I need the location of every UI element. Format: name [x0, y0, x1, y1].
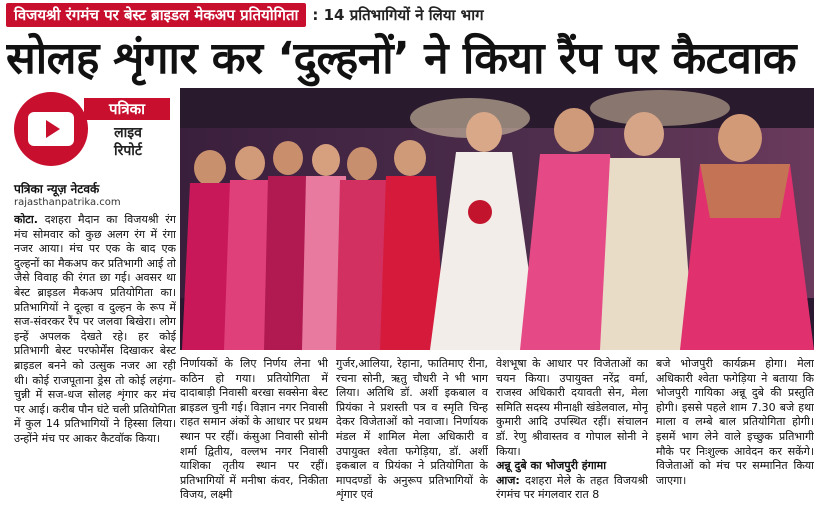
article-column-4: [496, 357, 648, 519]
column-text: गुर्जर,आलिया, रेहाना, फातिमाए रीना, रचना सोनी, ऋतु चौधरी ने भी भाग लिया। अतिथि डॉ. अर्शी इकबाल व प्रियंका ने प्रशस्ती पत्र व स्मृति चिन्ह देकर विजेताओं को नवाजा। निर्णायक मंडल में शामिल मेला अधिकारी व उपायुक्त श्वेता फगेड़िया, डॉ. अर्शी इकबाल व प्रियंका ने प्रतियोगिता के मापदण्डों के अनुरूप प्रतिभागियों के शृंगार एवं: [336, 357, 488, 502]
column-text: दशहरा मैदान का विजयश्री रंग मंच सोमवार को कुछ अलग रंग में रंगा नजर आया। मंच पर एक के बाद एक दुल्हनों का मैकअप कर प्रतिभागी आई तो जैसे विवाह की रंगत छा गई। अवसर था बेस्ट ब्राइडल मैकअप प्रतियोगिता का। प्रतिभागियों ने दूल्हा व दुल्हन के रूप में सज-संवरकर रैंप पर जलवा बिखेरा। लोग इन्हें अपलक देखते रहे। हर कोई प्रतिभागी बेस्ट परफोर्मेंस दिखाकर बेस्ट ब्राइडल बनने को उत्सुक नजर आ रही थी। कोई राजपूताना ड्रेस तो कोई लहंगा-चुन्नी में सज-धज सोलह शृंगार कर मंच पर आई। करीब पौन घंटे चली प्रतियोगिता में कुल 14 प्रतिभागियों ने हिस्सा लिया। उन्होंने मंच पर आकर कैटवॉक किया।: [14, 213, 176, 445]
column-text: बजे भोजपुरी कार्यक्रम होगा। मेला अधिकारी श्वेता फगेड़िया ने बताया कि भोजपुरी गायिका अन्नू दुबे की प्रस्तुति होगी। इससे पहले शाम 7.30 बजे हथा माला व लम्बे बाल प्रतियोगिता होगी। इसमें भाग लेने वाले इच्छुक प्रतिभागी मौके पर निःशुल्क आवेदन कर सकेंगे। विजेताओं को मंच पर सम्मानित किया जाएगा।: [656, 357, 814, 487]
headline: सोलह शृंगार कर ‘दुल्हनों’ ने किया रैंप पर कैटवाक: [6, 33, 797, 84]
column-text: दशहरा मेले के तहत विजयश्री रंगमंच पर मंगलवार रात 8: [496, 473, 648, 502]
subheading: अन्नू दुबे का भोजपुरी हंगामा: [496, 459, 607, 473]
live-report-badge[interactable]: [8, 92, 172, 168]
kicker-tag: विजयश्री रंगमंच पर बेस्ट ब्राइडल मेकअप प्रतियोगिता: [6, 3, 306, 27]
video-play-icon[interactable]: [14, 92, 88, 166]
brand-label: पत्रिका: [84, 98, 170, 120]
kicker-subtitle: : 14 प्रतिभागियों ने लिया भाग: [312, 6, 484, 24]
dateline: कोटा.: [14, 213, 38, 226]
column-text: निर्णायकों के लिए निर्णय लेना भी कठिन हो गया। प्रतियोगिता में दादाबाड़ी निवासी बरखा सक्सेना बेस्ट ब्राइडल चुनी गई। विज्ञान नगर निवासी राहत समान अंकों के आधार पर प्रथम स्थान पर रहीं। कंसुआ निवासी सोनी शर्मा द्वितीय, वल्लभ नगर निवासी याशिका तृतीय स्थान पर रहीं। प्रतिभागियों में मनीषा कंवर, निकीता विजय, लक्ष्मी: [180, 357, 328, 502]
kicker-line: [6, 2, 814, 28]
news-photo: [180, 88, 814, 350]
lead-word: आज:: [496, 473, 520, 487]
article-column-1: [14, 213, 176, 519]
article-column-2: [180, 357, 328, 519]
live-report-label: लाइव रिपोर्ट: [114, 125, 142, 159]
site-url: rajasthanpatrika.com: [14, 197, 121, 208]
article-column-3: [336, 357, 488, 519]
byline: पत्रिका न्यूज़ नेटवर्क: [14, 182, 100, 196]
article-column-5: [656, 357, 814, 519]
column-text: वेशभूषा के आधार पर विजेताओं का चयन किया। उपायुक्त नरेंद्र वर्मा, राजस्व अधिकारी दयावती सेन, मेला समिति सदस्य मीनाक्षी खंडेलवाल, मोनू कुमारी आदि उपस्थित रहीं। संचालन डॉ. रेणु श्रीवास्तव व गोपाल सोनी ने किया।: [496, 357, 648, 458]
